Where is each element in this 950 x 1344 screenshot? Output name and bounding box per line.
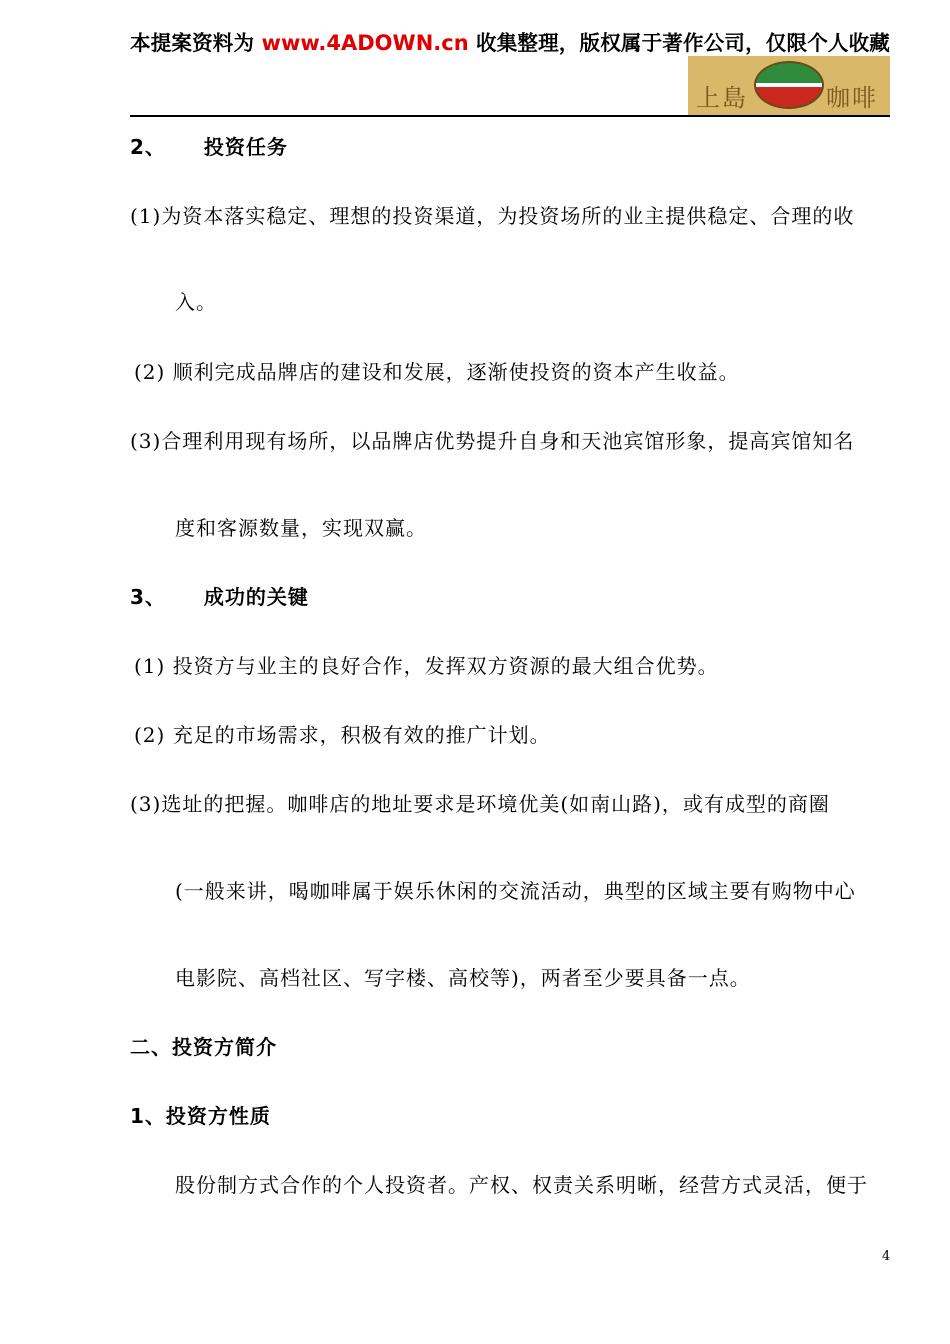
paragraph-line: 入。 bbox=[175, 290, 217, 314]
chapter-heading: 二、投资方简介 bbox=[130, 1035, 277, 1059]
subsection-heading: 1、投资方性质 bbox=[130, 1104, 271, 1128]
paragraph-line: 度和客源数量，实现双赢。 bbox=[175, 516, 427, 540]
section-heading-2 bbox=[130, 131, 288, 160]
section-title: 成功的关键 bbox=[203, 585, 309, 609]
paragraph-line: (1) 投资方与业主的良好合作，发挥双方资源的最大组合优势。 bbox=[134, 654, 719, 678]
page-number: 4 bbox=[882, 1249, 891, 1264]
paragraph-line: (一般来讲，喝咖啡属于娱乐休闲的交流活动，典型的区域主要有购物中心 bbox=[175, 879, 856, 903]
paragraph-line: (1)为资本落实稳定、理想的投资渠道，为投资场所的业主提供稳定、合理的收 bbox=[130, 204, 855, 228]
paragraph-line: (3)合理利用现有场所，以品牌店优势提升自身和天池宾馆形象，提高宾馆知名 bbox=[130, 429, 855, 453]
section-title: 投资任务 bbox=[203, 135, 288, 159]
logo-text-left: 上島 bbox=[696, 84, 748, 112]
section-number: 2、 bbox=[130, 135, 166, 159]
section-number: 3、 bbox=[130, 585, 166, 609]
paragraph-line: (2) 充足的市场需求，积极有效的推广计划。 bbox=[134, 723, 551, 747]
header-banner bbox=[130, 26, 950, 56]
brand-logo bbox=[688, 56, 890, 116]
banner-prefix: 本提案资料为 bbox=[130, 31, 262, 55]
paragraph-line: 股份制方式合作的个人投资者。产权、权责关系明晰，经营方式灵活，便于 bbox=[175, 1173, 868, 1197]
coffee-bean-icon bbox=[754, 61, 824, 109]
logo-text-right: 咖啡 bbox=[826, 84, 878, 112]
paragraph-line: (2) 顺利完成品牌店的建设和发展，逐渐使投资的资本产生收益。 bbox=[134, 360, 740, 384]
banner-suffix: 收集整理，版权属于著作公司，仅限个人收藏 bbox=[468, 31, 890, 55]
banner-site-link[interactable]: www.4ADOWN.cn bbox=[261, 31, 469, 55]
paragraph-line: 电影院、高档社区、写字楼、高校等)，两者至少要具备一点。 bbox=[175, 966, 751, 990]
paragraph-line: (3)选址的把握。咖啡店的地址要求是环境优美(如南山路)，或有成型的商圈 bbox=[130, 792, 830, 816]
header-divider bbox=[130, 115, 890, 117]
section-heading-3 bbox=[130, 581, 309, 610]
